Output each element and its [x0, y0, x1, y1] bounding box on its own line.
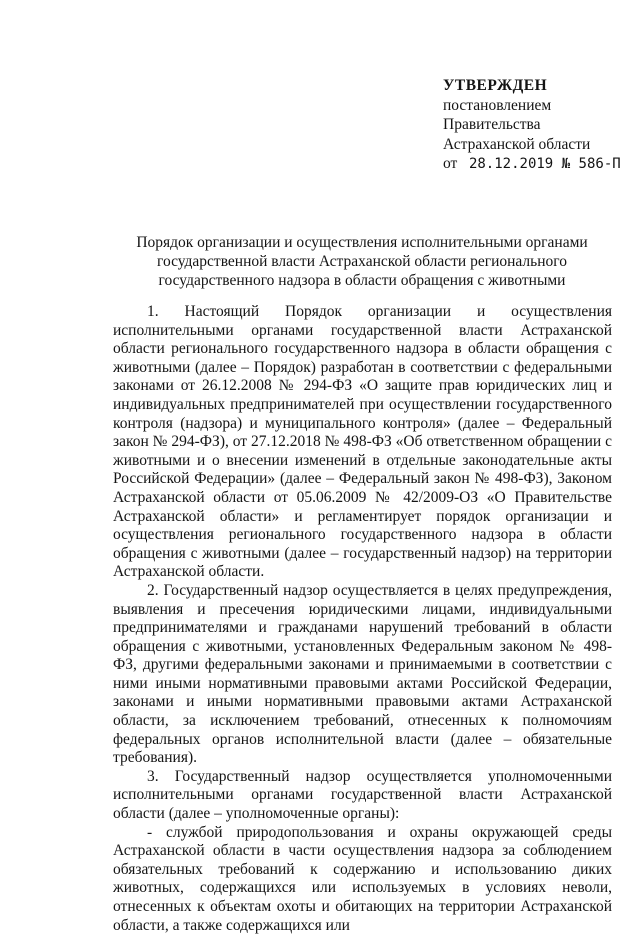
paragraph-3: 3. Государственный надзор осуществляется уполномоченными исполнительными органами государственной власти Астраханской области (далее – уполномоченные органы): [113, 767, 612, 823]
approval-line-2: Правительства [443, 116, 541, 133]
paragraph-4: - службой природопользования и охраны окружающей среды Астраханской области в части осуществления надзора за соблюдением обязательных требований к содержанию и использованию диких животных, содержащихся или используемых в условиях неволи, отнесенных к объектам охоты и обитающих на территории Астраханской области, а также содержащихся или [113, 823, 612, 934]
approval-line-1: постановлением [443, 96, 552, 114]
document-body [113, 303, 612, 935]
approval-line-3: Астраханской области [443, 135, 591, 153]
approval-stamp [443, 76, 621, 175]
paragraph-1: 1. Настоящий Порядок организации и осуществления исполнительными органами государственной власти Астраханской области регионального государственного надзора в области обращения с животными (далее – Порядок) разработан в соответствии с федеральными законами от 26.12.2008 № 294-ФЗ «О защите прав юридических лиц и индивидуальных предпринимателей при осуществлении государственного контроля (надзора) и муниципального контроля» (далее – Федеральный закон № 294-ФЗ), от 27.12.2018 № 498-ФЗ «Об ответственном обращении с животными и о внесении изменений в отдельные законодательные акты Российской Федерации» (далее – Федеральный закон № 498-ФЗ), Законом Астраханской области от 05.06.2009 № 42/2009-ОЗ «О Правительстве Астраханской области» и регламентирует порядок организации и осуществления регионального государственного надзора в области обращения с животными (далее – государственный надзор) на территории Астраханской области. [113, 303, 612, 581]
approval-date-prefix: от [443, 155, 458, 172]
approval-date-value: 28.12.2019 № 586-П [468, 156, 621, 172]
approval-heading: УТВЕРЖДЕН [443, 77, 548, 94]
document-title: Порядок организации и осуществления исполнительными органами государственной власти Астраханской области регионального государственного надзора в области обращения с животными [136, 234, 588, 289]
paragraph-2: 2. Государственный надзор осуществляется в целях предупреждения, выявления и пресечения юридическими лицами, индивидуальными предпринимателями и гражданами нарушений требований в области обращения с животными, установленных Федеральным законом № 498-ФЗ, другими федеральными законами и принимаемыми в соответствии с ними иными нормативными правовыми актами Российской Федерации, законами и иными нормативными правовыми актами Астраханской области, за исключением требований, отнесенных к полномочиям федеральных органов исполнительной власти (далее – обязательные требования). [113, 581, 612, 767]
approval-date [443, 154, 621, 175]
